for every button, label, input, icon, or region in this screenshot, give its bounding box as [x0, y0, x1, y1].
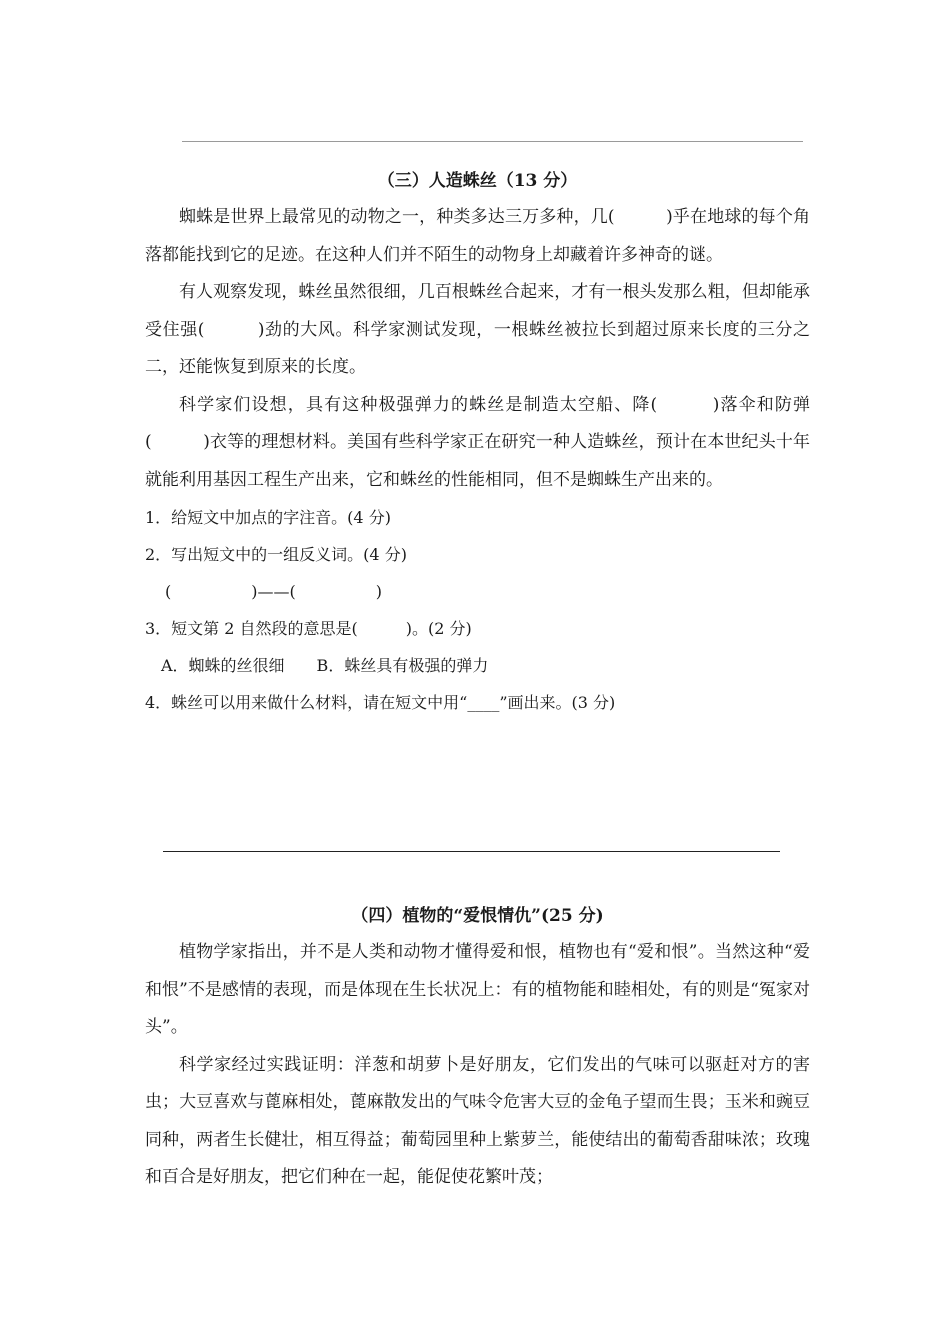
- section-divider: [163, 851, 780, 852]
- section-3-paragraph-2: 有人观察发现，蛛丝虽然很细，几百根蛛丝合起来，才有一根头发那么粗，但却能承受住强( )劲的大风。科学家测试发现，一根蛛丝被拉长到超过原来长度的三分之二，还能恢复到原来的长度。: [145, 282, 810, 377]
- header-rule: [182, 141, 803, 142]
- question-3-options: A．蜘蛛的丝很细 B．蛛丝具有极强的弹力: [161, 656, 489, 675]
- question-2-answer-blank: ( )——( ): [165, 582, 382, 601]
- question-1: 1．给短文中加点的字注音。(4 分): [145, 508, 391, 527]
- section-3-paragraph-1: 蜘蛛是世界上最常见的动物之一，种类多达三万多种，几( )乎在地球的每个角落都能找到它的足迹。在这种人们并不陌生的动物身上却藏着许多神奇的谜。: [145, 207, 810, 265]
- section-3-paragraph-3: 科学家们设想，具有这种极强弹力的蛛丝是制造太空船、降( )落伞和防弹( )衣等的理想材料。美国有些科学家正在研究一种人造蛛丝，预计在本世纪头十年就能利用基因工程生产出来，它和蛛丝的性能相同，但不是蜘蛛生产出来的。: [145, 394, 810, 490]
- section-4-paragraph-1: 植物学家指出，并不是人类和动物才懂得爱和恨，植物也有“爱和恨”。当然这种“爱和恨”不是感情的表现，而是体现在生长状况上：有的植物能和睦相处，有的则是“冤家对头”。: [145, 942, 810, 1037]
- question-2: 2．写出短文中的一组反义词。(4 分): [145, 545, 407, 564]
- section-4: [145, 898, 810, 1197]
- question-4: 4．蛛丝可以用来做什么材料，请在短文中用“____”画出来。(3 分): [145, 693, 616, 712]
- section-3-title: （三）人造蛛丝（13 分）: [377, 171, 578, 191]
- section-4-paragraph-2: 科学家经过实践证明：洋葱和胡萝卜是好朋友，它们发出的气味可以驱赶对方的害虫；大豆喜欢与蓖麻相处，蓖麻散发出的气味令危害大豆的金龟子望而生畏；玉米和豌豆同种，两者生长健壮，相互得益；葡萄园里种上紫萝兰，能使结出的葡萄香甜味浓；玫瑰和百合是好朋友，把它们种在一起，能促使花繁叶茂；: [145, 1054, 810, 1187]
- question-3: 3．短文第 2 自然段的意思是( )。(2 分): [145, 619, 472, 638]
- section-4-title: （四）植物的“爱恨情仇”(25 分): [351, 906, 604, 926]
- section-3: [145, 163, 810, 721]
